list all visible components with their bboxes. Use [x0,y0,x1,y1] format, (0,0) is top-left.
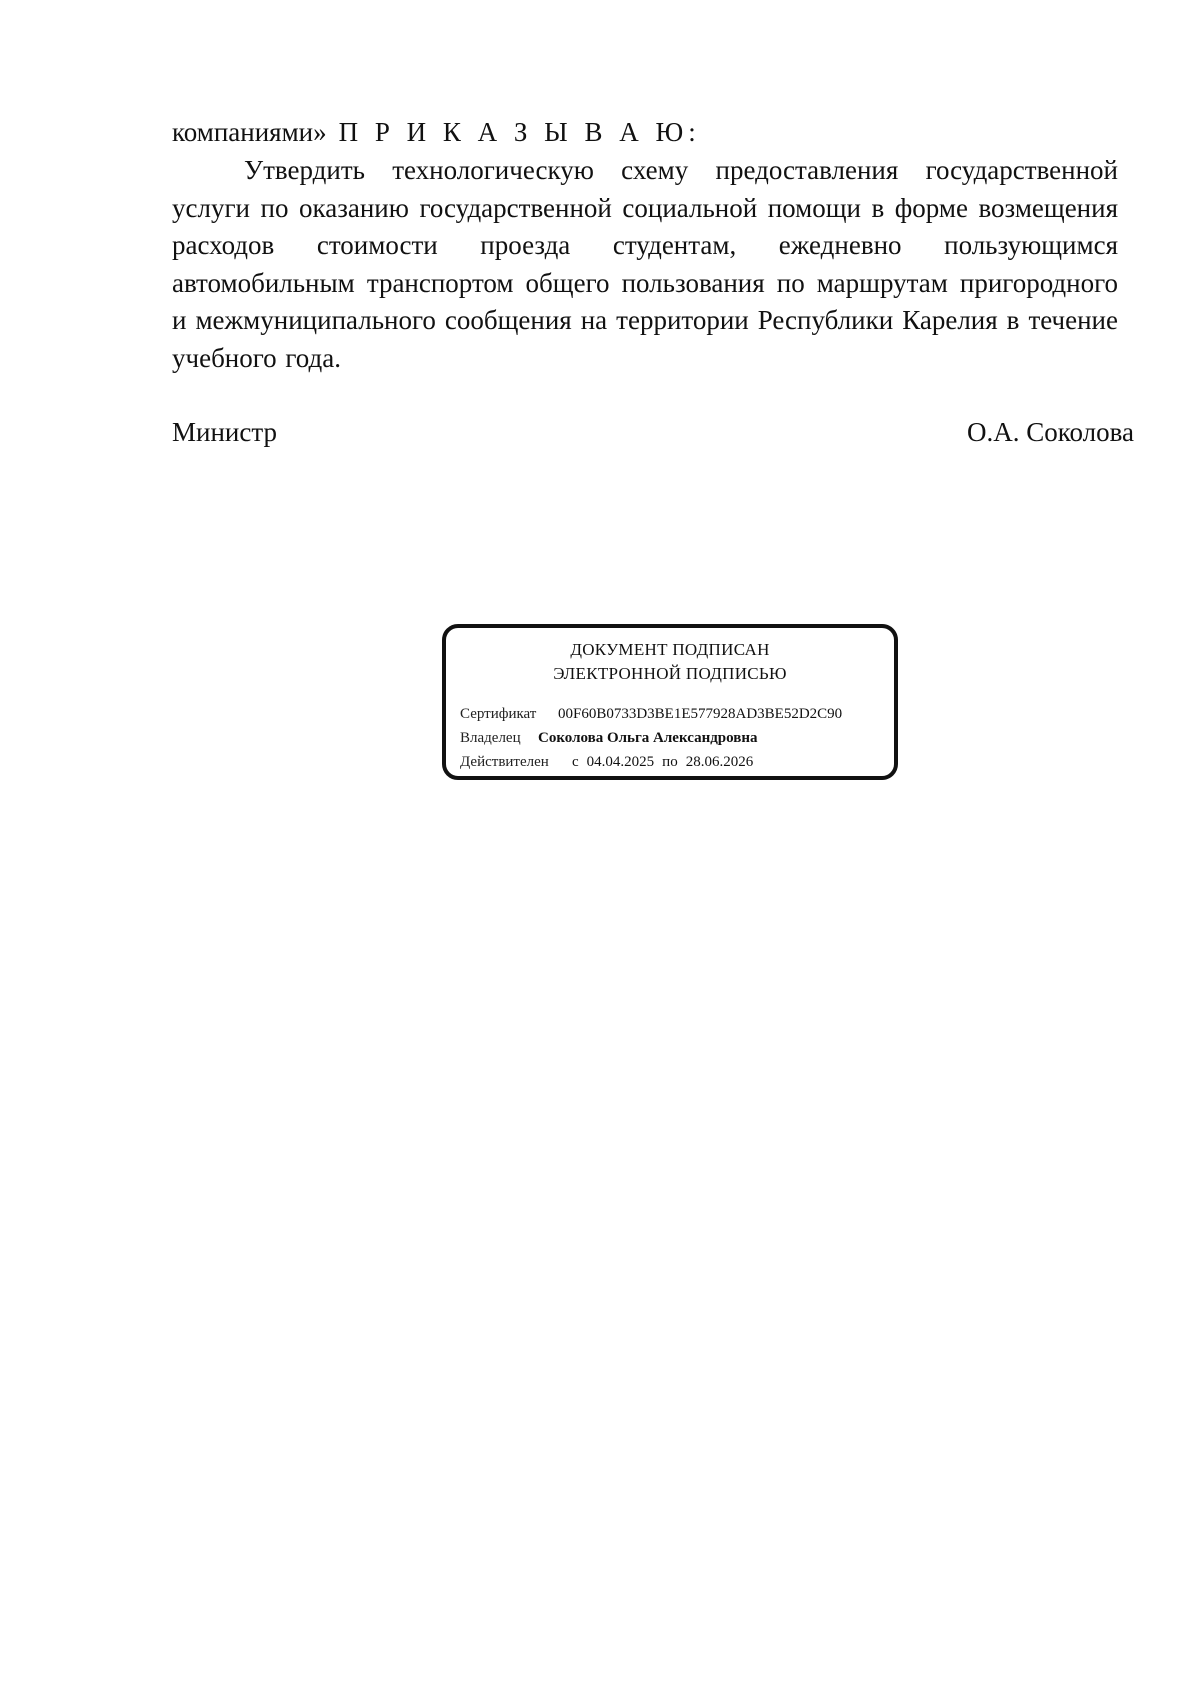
valid-to-date: 28.06.2026 [685,754,754,770]
order-verb: П Р И К А З Ы В А Ю: [338,117,701,147]
stamp-heading-line2: ЭЛЕКТРОННОЙ ПОДПИСЬЮ [553,664,787,683]
valid-to-prefix: по [662,754,678,770]
valid-label: Действителен [460,754,549,770]
signatory-title: Министр [172,417,277,447]
stamp-certificate-row [460,704,842,724]
stamp-validity-row [460,752,753,772]
signature-block [172,414,1134,454]
order-line [172,115,701,149]
signatory-name: О.А. Соколова [967,417,1134,447]
certificate-value: 00F60B0733D3BE1E577928AD3BE52D2C90 [558,706,843,722]
electronic-signature-stamp [442,624,898,780]
stamp-owner-row [460,728,758,748]
valid-from-date: 04.04.2025 [586,754,655,770]
certificate-label: Сертификат [460,706,537,722]
owner-value: Соколова Ольга Александровна [538,730,758,746]
order-body-paragraph: Утвердить технологическую схему предоставления государственной услуги по оказанию государственной социальной помощи в форме возмещения расходов стоимости проезда студентам, ежедневно пользующимся автомобильным транспортом общего пользования по маршрутам пригородного и межмуниципального сообщения на территории Республики Карелия в течение учебного года. [172,155,1118,373]
order-intro-text: компаниями» [172,117,327,147]
valid-from-prefix: с [572,754,579,770]
owner-label: Владелец [460,730,521,746]
stamp-heading-line1: ДОКУМЕНТ ПОДПИСАН [570,640,770,659]
